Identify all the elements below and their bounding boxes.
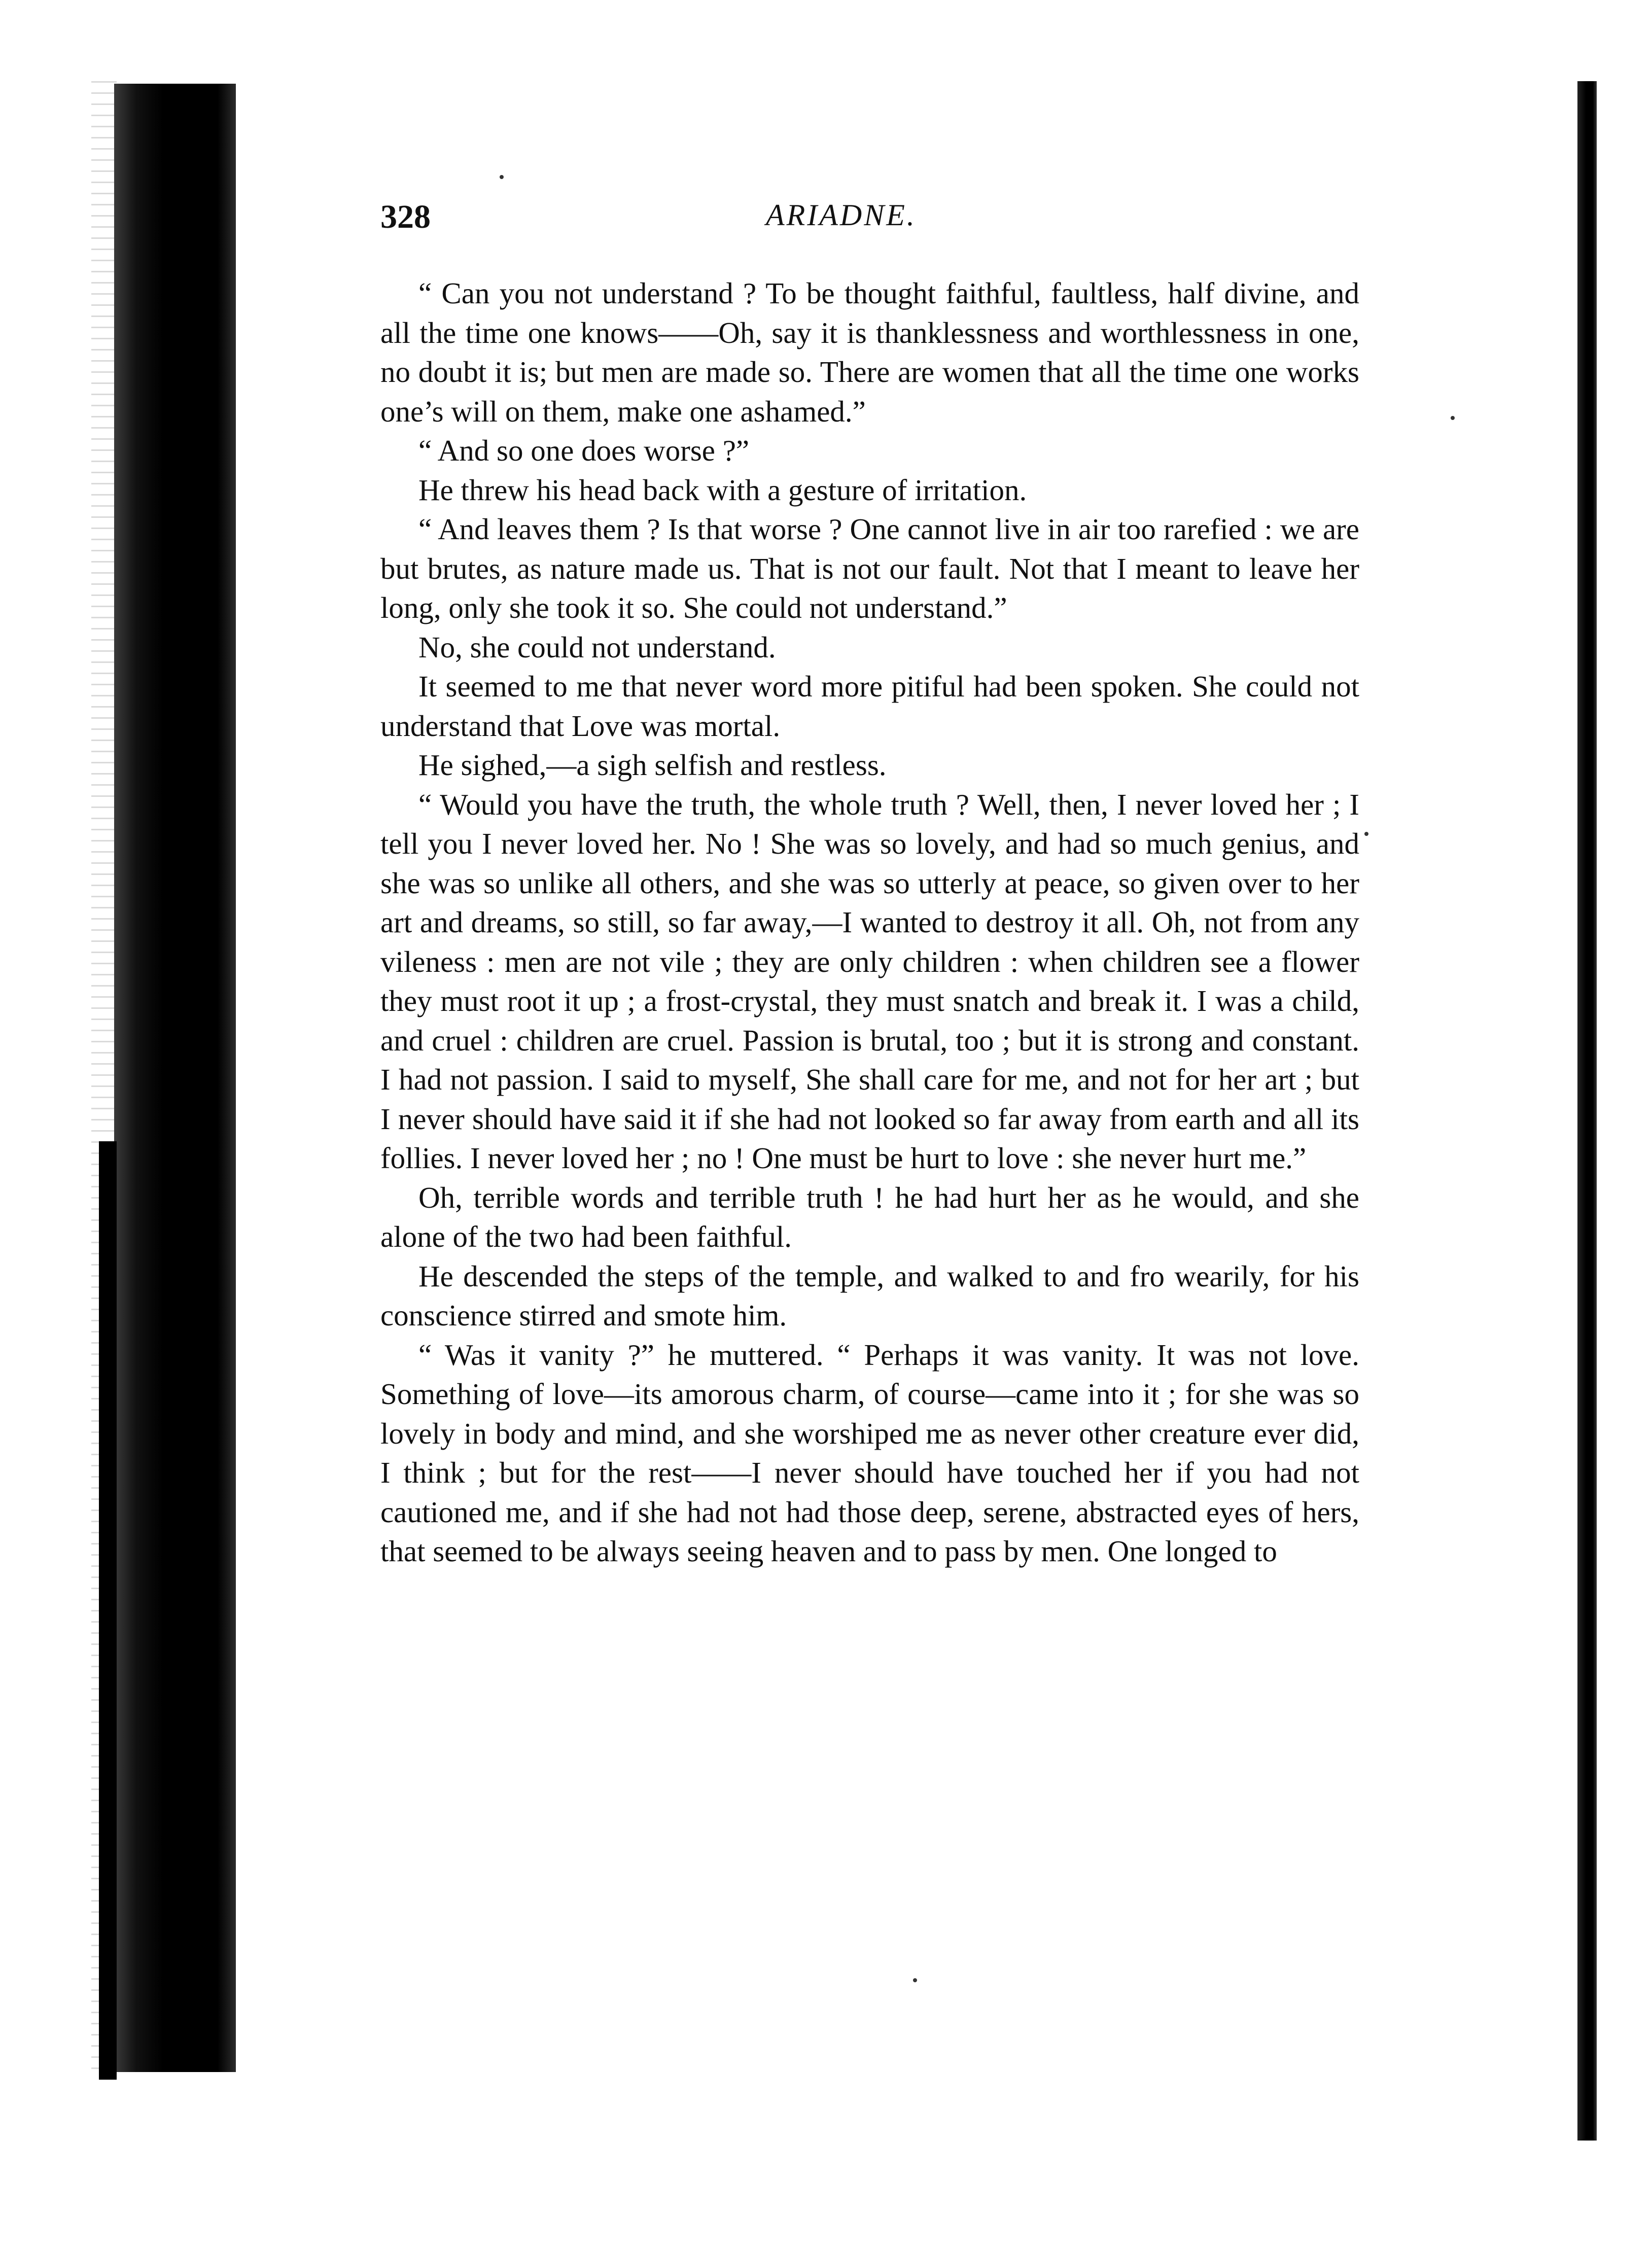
paragraph: It seemed to me that never word more pitiful had been spoken. She could not understand that Love was mortal. <box>380 670 1359 743</box>
paragraph: “ Was it vanity ?” he muttered. “ Perhaps it was vanity. It was not love. Something of love—its amorous charm, of course—came into it ; for she was so lovely in body and mind, and she worshiped me as never other creature ever did, I think ; but for the rest——I never should have touched her if you had not cautioned me, and if she had not had those deep, serene, abstracted eyes of hers, that seemed to be always seeing heaven and to pass by men. One longed to <box>380 1338 1359 1568</box>
paragraph: “ And leaves them ? Is that worse ? One cannot live in air too rarefied : we are but brutes, as nature made us. That is not our fault. Not that I meant to leave her long, only she took it so. She could not understand.” <box>380 512 1359 624</box>
scan-gutter-block <box>99 1141 117 2080</box>
scan-right-edge <box>1577 81 1597 2141</box>
paragraph: No, she could not understand. <box>418 630 776 664</box>
paragraph: He sighed,—a sigh selfish and restless. <box>418 748 887 782</box>
scan-gutter-shadow <box>114 84 236 2072</box>
paragraph: He descended the steps of the temple, and walked to and fro wearily, for his conscience stirred and smote him. <box>380 1259 1359 1332</box>
body-text <box>380 274 1359 1571</box>
scan-speck <box>913 1978 917 1982</box>
page-number: 328 <box>380 198 431 235</box>
book-page <box>380 198 1359 1571</box>
paragraph: He threw his head back with a gesture of irritation. <box>418 473 1027 507</box>
paragraph: “ And so one does worse ?” <box>418 434 750 467</box>
paragraph: “ Would you have the truth, the whole truth ? Well, then, I never loved her ; I tell you I never loved her. No ! She was so lovely, and had so much genius, and she was so unlike all others, and she was so utterly at peace, so given over to her art and dreams, so still, so far away,—I wanted to destroy it all. Oh, not from any vileness : men are not vile ; they are only children : when children see a flower they must root it up ; a frost-crystal, they must snatch and break it. I was a child, and cruel : children are cruel. Passion is brutal, too ; but it is strong and constant. I had not passion. I said to myself, She shall care for me, and not for her art ; but I never should have said it if she had not looked so far away from earth and all its follies. I never loved her ; no ! One must be hurt to love : she never hurt me.” <box>380 787 1359 1175</box>
scan-speck <box>1451 416 1455 420</box>
scan-speck <box>500 175 504 179</box>
paragraph: “ Can you not understand ? To be thought faithful, faultless, half divine, and all the time one knows——Oh, say it is thanklessness and worthlessness in one, no doubt it is; but men are made so. There are women that all the time one works one’s will on them, make one ashamed.” <box>380 276 1359 428</box>
running-title: ARIADNE. <box>766 198 917 232</box>
paragraph: Oh, terrible words and terrible truth ! he had hurt her as he would, and she alone of the two had been faithful. <box>380 1180 1359 1253</box>
scan-speck <box>1364 832 1368 836</box>
running-head <box>380 198 1359 249</box>
